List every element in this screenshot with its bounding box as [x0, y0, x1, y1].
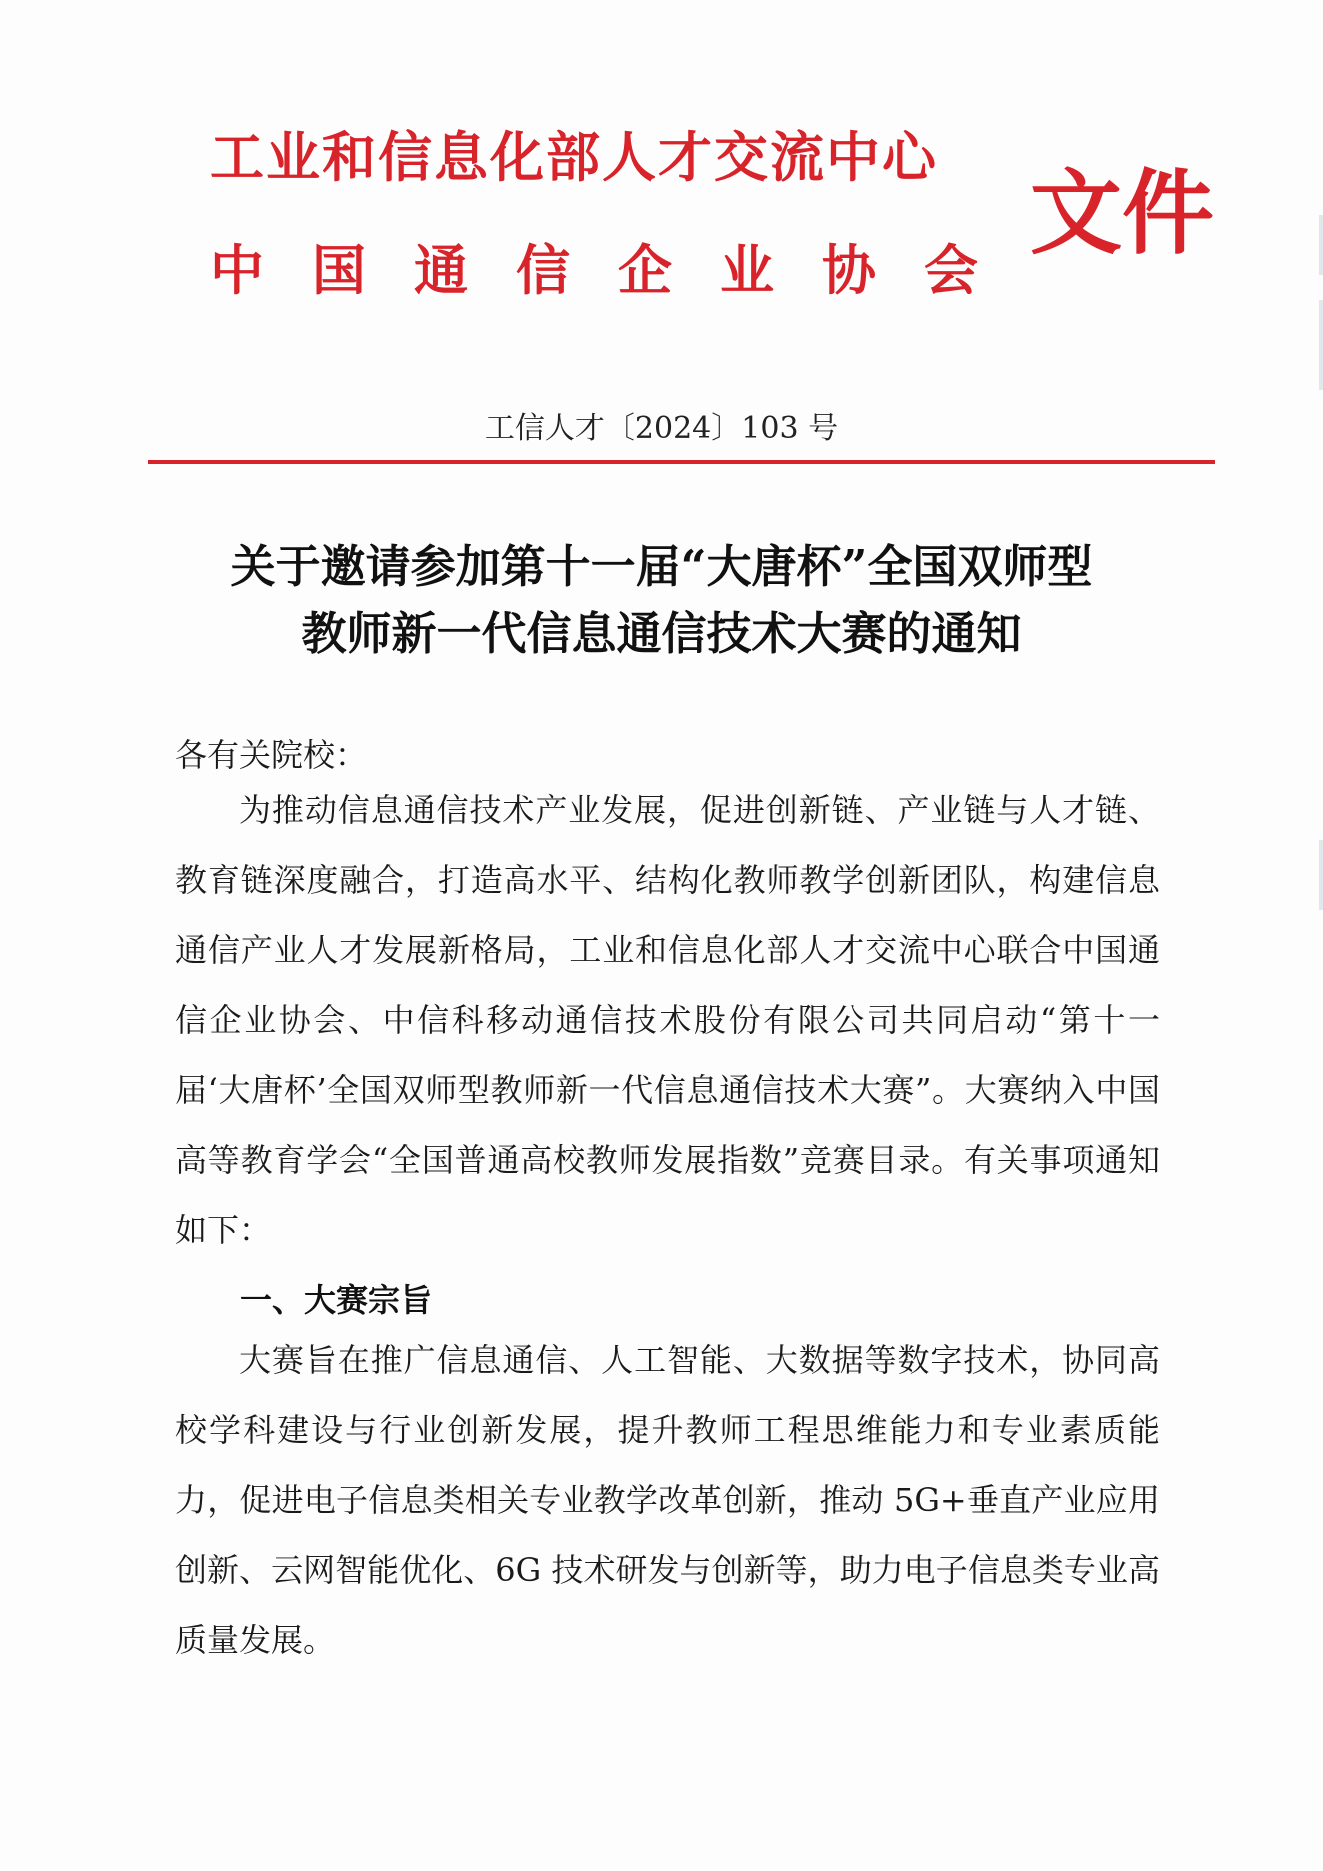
- notice-title-line-1: 关于邀请参加第十一届“大唐杯”全国双师型: [230, 540, 1093, 593]
- scan-edge-mark: [1319, 300, 1323, 390]
- document-number: 工信人才〔2024〕103 号: [484, 411, 839, 446]
- issuer-org-line-1: 工业和信息化部人才交流中心: [210, 126, 938, 189]
- purpose-paragraph: 大赛旨在推广信息通信、人工智能、大数据等数字技术，协同高校学科建设与行业创新发展，提升教师工程思维能力和专业素质能力，促进电子信息类相关专业教学改革创新，推动 5G+垂直产业应用创新、云网智能优化、6G 技术研发与创新等，助力电子信息类专业高质量发展。: [175, 1341, 1160, 1659]
- notice-title-line-2: 教师新一代信息通信技术大赛的通知: [301, 607, 1022, 660]
- scan-edge-mark: [1319, 215, 1323, 275]
- scan-edge-mark: [1319, 840, 1323, 910]
- header-divider: [148, 460, 1215, 464]
- salutation: 各有关院校：: [175, 736, 368, 774]
- document-type-label: 文件: [1030, 160, 1215, 267]
- intro-paragraph: 为推动信息通信技术产业发展，促进创新链、产业链与人才链、教育链深度融合，打造高水平、结构化教师教学创新团队，构建信息通信产业人才发展新格局，工业和信息化部人才交流中心联合中国通信企业协会、中信科移动通信技术股份有限公司共同启动“第十一届‘大唐杯’全国双师型教师新一代信息通信技术大赛”。大赛纳入中国高等教育学会“全国普通高校教师发展指数”竞赛目录。有关事项通知如下：: [175, 791, 1160, 1249]
- section-heading-purpose: 一、大赛宗旨: [240, 1281, 433, 1319]
- issuer-org-line-2: 中国通信企业协会: [210, 239, 1026, 302]
